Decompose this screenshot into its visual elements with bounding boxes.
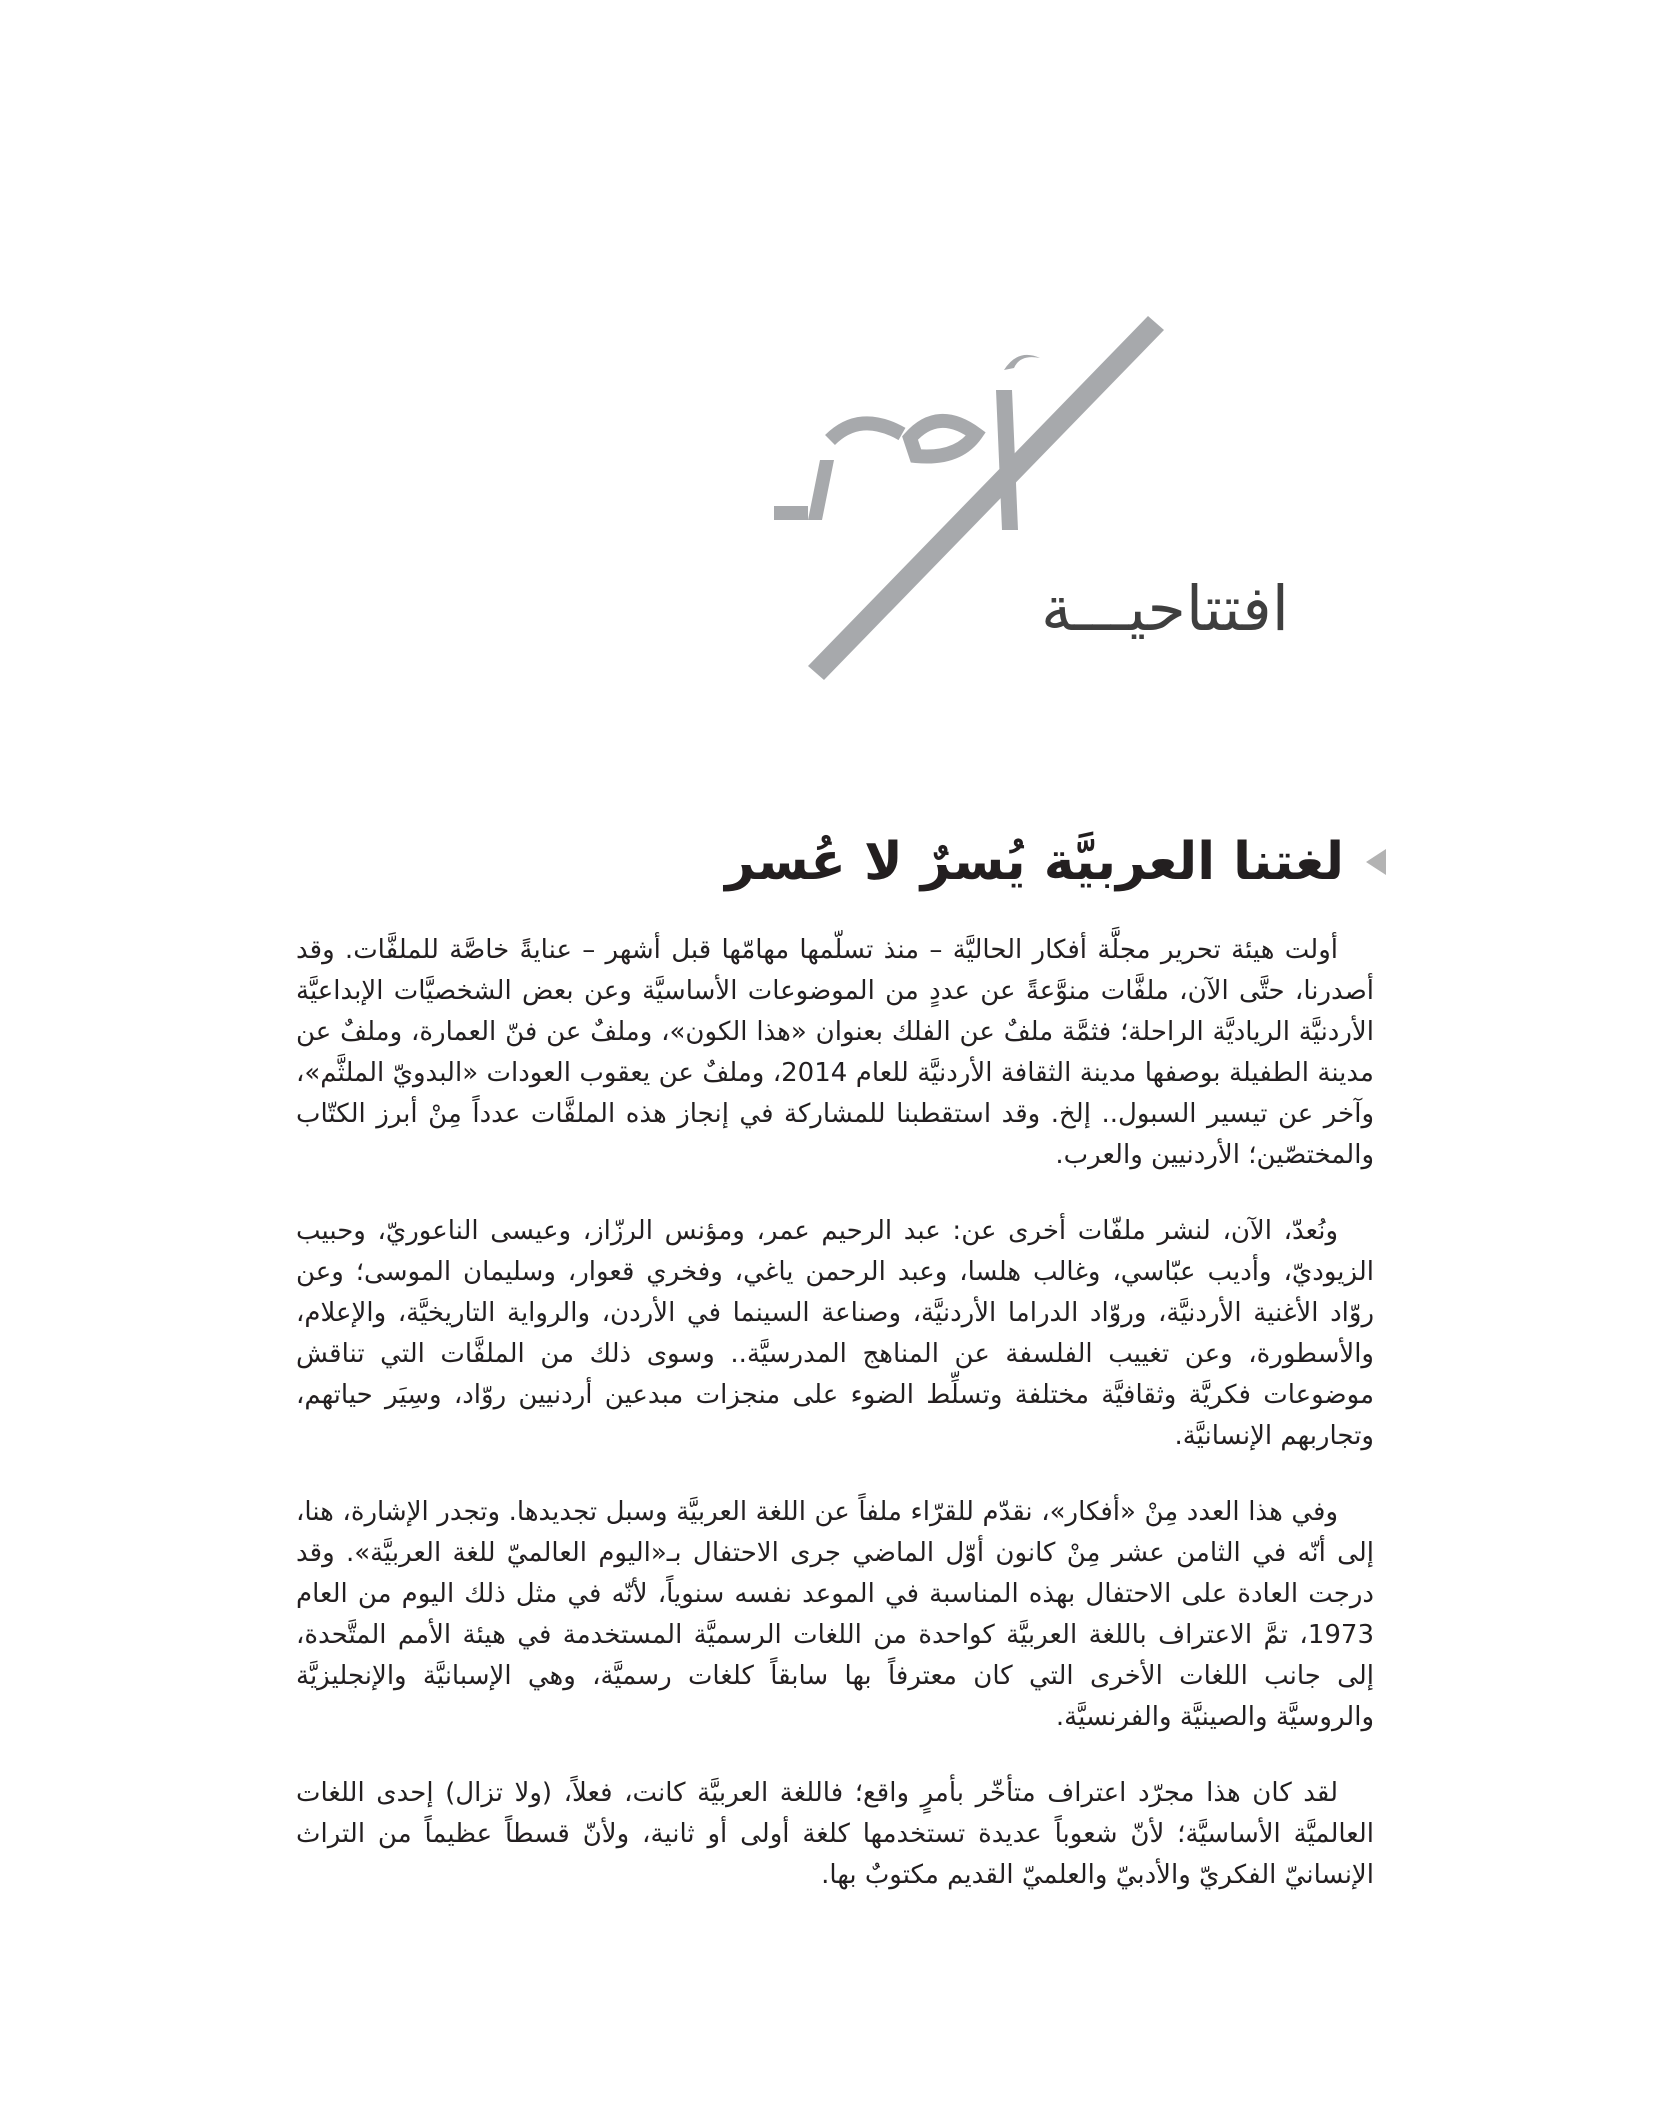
article-paragraph: وفي هذا العدد مِنْ «أفكار»، نقدّم للقرّاء ملفاً عن اللغة العربيَّة وسبل تجديدها. وتجدر الإشارة، هنا، إلى أنّه في الثامن عشر مِنْ كانون أوّل الماضي جرى الاحتفال بـ«اليوم العالميّ للغة العربيَّة». وقد درجت العادة على الاحتفال بهذه المناسبة في الموعد نفسه سنوياً، لأنّه في مثل ذلك اليوم من العام 1973، تمَّ الاعتراف باللغة العربيَّة كواحدة من اللغات الرسميَّة المستخدمة في هيئة الأمم المتَّحدة، إلى جانب اللغات الأخرى التي كان معترفاً بها سابقاً كلغات رسميَّة، وهي الإسبانيَّة والإنجليزيَّة والروسيَّة والصينيَّة والفرنسيَّة. xyxy=(296,1497,1374,1732)
article-title: لغتنا العربيَّة يُسرٌ لا عُسر xyxy=(725,832,1344,892)
magazine-logo xyxy=(760,310,1320,730)
title-arrow-icon xyxy=(1366,849,1386,875)
article-paragraph: ونُعدّ، الآن، لنشر ملفّات أخرى عن: عبد الرحيم عمر، ومؤنس الرزّاز، وعيسى الناعوريّ، وحبيب الزيوديّ، وأديب عبّاسي، وغالب هلسا، وعبد الرحمن ياغي، وفخري قعوار، وسليمان الموسى؛ وعن روّاد الأغنية الأردنيَّة، وروّاد الدراما الأردنيَّة، وصناعة السينما في الأردن، والرواية التاريخيَّة، والإعلام، والأسطورة، وعن تغييب الفلسفة عن المناهج المدرسيَّة.. وسوى ذلك من الملفَّات التي تناقش موضوعات فكريَّة وثقافيَّة مختلفة وتسلِّط الضوء على منجزات مبدعين أردنيين روّاد، وسِيَر حياتهم، وتجاربهم الإنسانيَّة. xyxy=(296,1216,1374,1451)
article-body xyxy=(296,930,1374,1931)
article-paragraph: لقد كان هذا مجرّد اعتراف متأخّر بأمرٍ واقع؛ فاللغة العربيَّة كانت، فعلاً، (ولا تزال) إحدى اللغات العالميَّة الأساسيَّة؛ لأنّ شعوباً عديدة تستخدمها كلغة أولى أو ثانية، ولأنّ قسطاً عظيماً من التراث الإنسانيّ الفكريّ والأدبيّ والعلميّ القديم مكتوبٌ بها. xyxy=(296,1778,1374,1890)
magazine-logo-graphic xyxy=(760,310,1320,730)
article-title-row xyxy=(286,832,1386,892)
article-paragraph: أولت هيئة تحرير مجلَّة أفكار الحاليَّة – منذ تسلّمها مهامّها قبل أشهر – عنايةً خاصَّة للملفَّات. وقد أصدرنا، حتَّى الآن، ملفَّات منوَّعةً عن عددٍ من الموضوعات الأساسيَّة وعن بعض الشخصيَّات الإبداعيَّة الأردنيَّة الرياديَّة الراحلة؛ فثمَّة ملفٌ عن الفلك بعنوان «هذا الكون»، وملفٌ عن فنّ العمارة، وملفٌ عن مدينة الطفيلة بوصفها مدينة الثقافة الأردنيَّة للعام 2014، وملفٌ عن يعقوب العودات «البدويّ الملثَّم»، وآخر عن تيسير السبول.. إلخ. وقد استقطبنا للمشاركة في إنجاز هذه الملفَّات عدداً مِنْ أبرز الكتّاب والمختصّين؛ الأردنيين والعرب. xyxy=(296,935,1374,1170)
section-label: افتتاحيـــة xyxy=(1041,572,1289,645)
